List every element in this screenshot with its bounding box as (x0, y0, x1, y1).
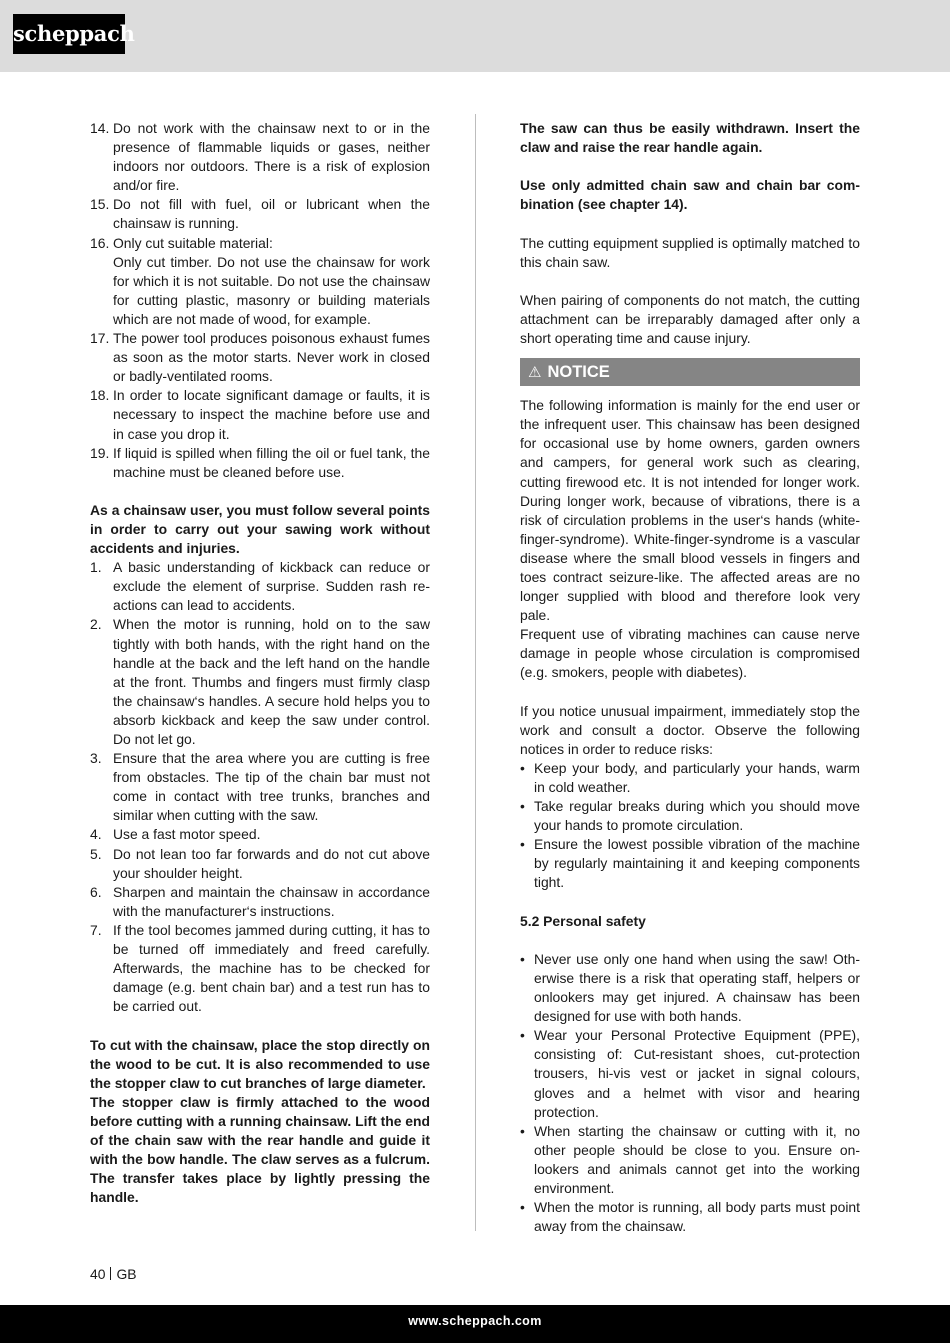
personal-safety-bullets (520, 950, 860, 1236)
risk-bullets (520, 759, 860, 893)
list-item: 2. When the motor is running, hold on to the saw tightly with both hands, with the right hand on the handle at the back and the left hand on the handle at the front. Thumbs and fingers must firmly clasp the chainsaw‘s handles. A secure hold helps you to absorb kickback and keep the saw under control. Do not let go. (90, 616, 430, 747)
safety-list-continued (90, 119, 430, 482)
list-item: 3. Ensure that the area where you are cutting is free from obstacles. The tip of the chain bar must not come in contact with tree trunks, branches and similar when cutting with the saw. (90, 750, 430, 824)
list-item: • When the motor is running, all body parts must point away from the chainsaw. (520, 1199, 860, 1235)
list-item: • Wear your Personal Protective Equipment (PPE), consisting of: Cut-resistant shoes, cut-protection trousers, hi-vis vest or jacket in signal colours, gloves and a helmet with visor and hearing protection. (520, 1027, 860, 1120)
list-item: 14. Do not work with the chainsaw next to or in the presence of flammable liquids or gases, neither indoors nor outdoors. There is a risk of explosion and/or fire. (90, 120, 430, 194)
footer-url: www.scheppach.com (408, 1314, 542, 1328)
brand-logo: scheppach (13, 14, 125, 54)
combination-paragraph: Use only admitted chain saw and chain bar combination (see chapter 14). (520, 177, 860, 213)
stopper-paragraph: To cut with the chainsaw, place the stop directly on the wood to be cut. It is also recommended to use the stopper claw to cut branches of large diameter. (90, 1036, 430, 1091)
chainsaw-user-list (90, 558, 430, 1016)
list-item: 19. If liquid is spilled when filling the oil or fuel tank, the machine must be cleaned before use. (90, 444, 430, 480)
notice-banner (520, 358, 860, 386)
list-item: • Take regular breaks during which you should move your hands to promote circulation. (520, 798, 860, 834)
left-column (90, 119, 430, 1207)
list-item: 6. Sharpen and maintain the chainsaw in accordance with the manufacturer‘s instructions. (90, 883, 430, 919)
list-item: • Ensure the lowest possible vibration of the machine by regularly maintaining it and keeping components tight. (520, 836, 860, 891)
section-heading: 5.2 Personal safety (520, 912, 646, 929)
list-item: 17. The power tool produces poisonous exhaust fumes as soon as the motor starts. Never work in closed or badly-ventilated rooms. (90, 330, 430, 385)
column-divider (475, 114, 476, 1231)
list-item: 7. If the tool becomes jammed during cutting, it has to be turned off immediately and freed carefully. Afterwards, the machine has to be checked for damage (e.g. bent chain bar) and a test run has to be carried out. (90, 921, 430, 1015)
warning-triangle-icon: ⚠ (528, 364, 542, 382)
nerve-damage-paragraph: Frequent use of vibrating machines can cause nerve damage in people whose circulation is compromised (e.g. smokers, people with diabetes). (520, 626, 860, 681)
list-item: • When starting the chainsaw or cutting with it, no other people should be close to you. Ensure onlookers and animals cannot get into the working environment. (520, 1122, 860, 1196)
list-item: 16. Only cut suitable material: Only cut timber. Do not use the chainsaw for work for which it is not suitable. Do not use the chainsaw for cutting plastic, masonry or building materials which are not made of wood, for example. (90, 234, 430, 327)
list-item: 5. Do not lean too far forwards and do not cut above your shoulder height. (90, 845, 430, 881)
pairing-paragraph: When pairing of components do not match, the cutting attachment can be irreparably damaged after only a short operating time and cause injury. (520, 291, 860, 347)
chainsaw-user-intro: As a chainsaw user, you must follow several points in order to carry out your sawing work without accidents and injuries. (90, 501, 430, 557)
notice-title: NOTICE (547, 363, 610, 382)
stopper-claw-paragraph: The stopper claw is firmly attached to the wood before cutting with a running chainsaw. Lift the end of the chain saw with the rear handle and guide it with the bow handle. The claw serves as a fulcrum. The transfer takes place by lightly pressing the handle. (90, 1093, 430, 1206)
list-item: 1. A basic understanding of kickback can reduce or exclude the element of surprise. Sudden rash reactions can lead to accidents. (90, 559, 430, 614)
notice-paragraph: The following information is mainly for the end user or the infrequent user. This chainsaw has been designed for occasional use by home owners, garden owners and campers, for general work such as clearing, cutting firewood etc. It is not intended for longer work. During longer work, because of vibrations, there is a risk of circulation problems in the user‘s hands (white-finger-syndrome). White-finger-syndrome is a vascular disease where the small blood vessels in fingers and toes contract seizure-like. The affected areas are no longer supplied with blood and therefore look very pale. (520, 397, 860, 624)
withdraw-paragraph: The saw can thus be easily withdrawn. Insert the claw and raise the rear handle again. (520, 120, 860, 156)
cutting-equipment-paragraph: The cutting equipment supplied is optimally matched to this chain saw. (520, 234, 860, 270)
list-item: • Keep your body, and particularly your hands, warm in cold weather. (520, 759, 860, 795)
header-bar (0, 0, 950, 72)
list-item: 4. Use a fast motor speed. (90, 826, 261, 843)
impairment-paragraph: If you notice unusual impairment, immediately stop the work and consult a doctor. Observe the following notices in order to reduce risks: (520, 702, 860, 757)
page-number: 40 GB (90, 1266, 137, 1282)
list-item: 15. Do not fill with fuel, oil or lubricant when the chainsaw is running. (90, 196, 430, 232)
list-item: • Never use only one hand when using the saw! Otherwise there is a risk that operating staff, helpers or onlookers may get injured. A chainsaw has been designed for use with both hands. (520, 950, 860, 1025)
list-item: 18. In order to locate significant damage or faults, it is necessary to inspect the machine before use and in case you drop it. (90, 387, 430, 442)
right-column (520, 119, 860, 1236)
